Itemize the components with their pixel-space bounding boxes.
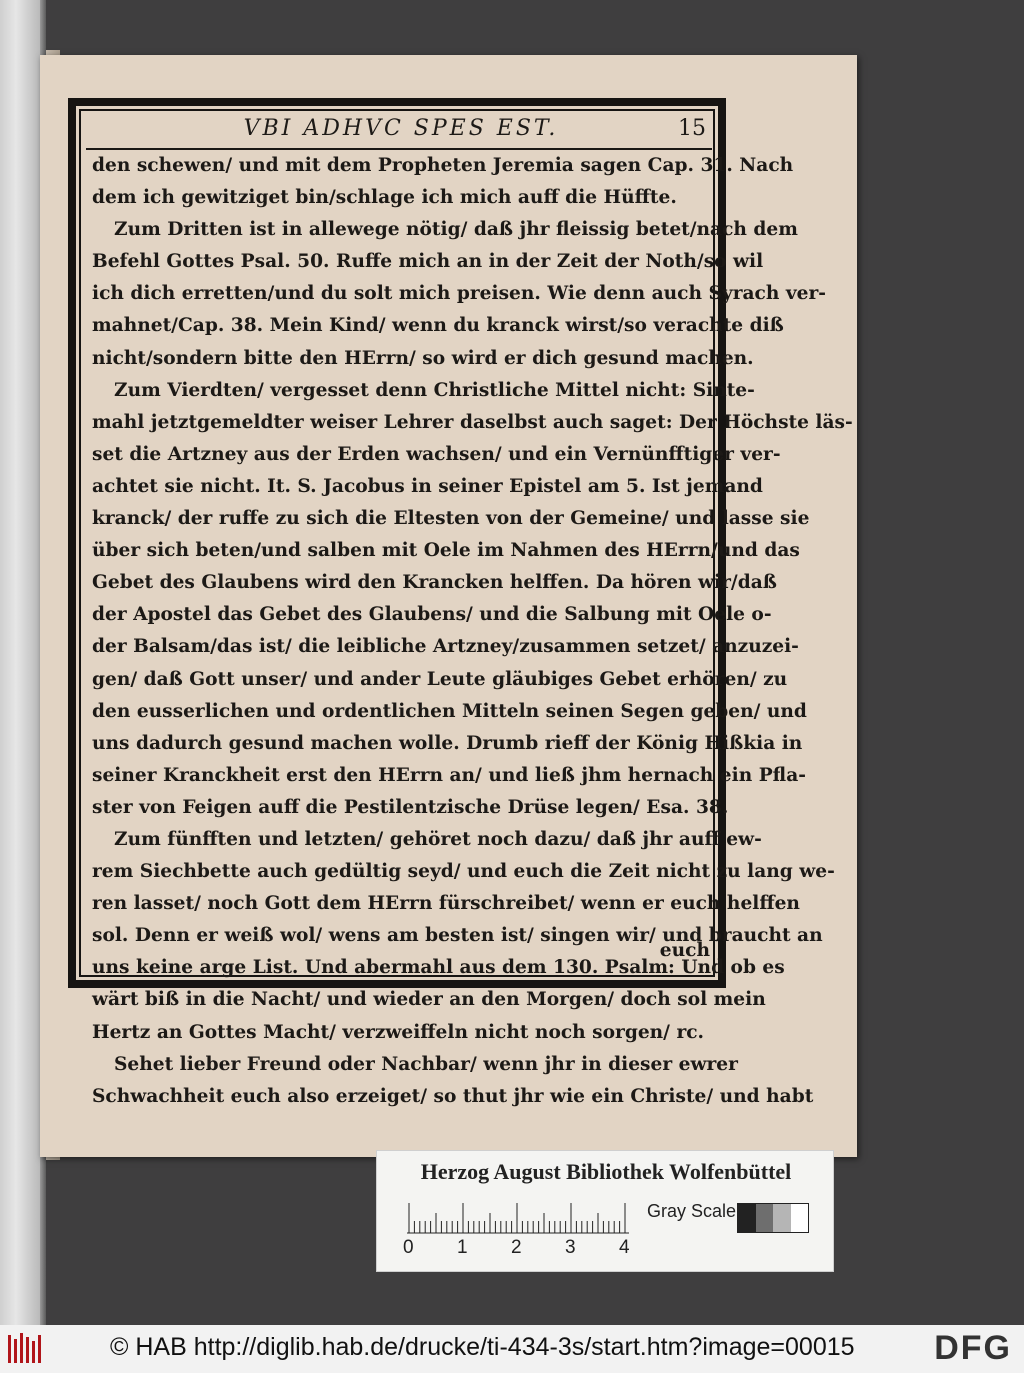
hab-logo-icon (6, 1331, 46, 1367)
footer-bar (0, 1325, 1024, 1373)
gray-scale-patches (737, 1203, 809, 1233)
page-number: 15 (678, 116, 706, 141)
gray-patch (791, 1204, 809, 1232)
text-line: ster von Feigen auff die Pestilentzische Drüse legen/ Esa. 38. (92, 796, 729, 818)
text-line: Zum Dritten ist in allewege nötig/ daß jhr fleissig betet/nach dem (114, 219, 798, 241)
text-line: Schwachheit euch also erzeiget/ so thut jhr wie ein Christe/ und habt (92, 1085, 814, 1107)
catchword: euch (659, 940, 710, 961)
text-line: rem Siechbette auch gedültig seyd/ und euch die Zeit nicht zu lang we- (92, 861, 835, 883)
text-line: Zum Vierdten/ vergesset denn Christliche Mittel nicht: Sinte- (114, 379, 755, 401)
text-line: dem ich gewitziget bin/schlage ich mich auff die Hüffte. (92, 187, 677, 209)
text-line: Hertz an Gottes Macht/ verzweiffeln nicht noch sorgen/ rc. (92, 1021, 705, 1043)
text-line: wärt biß in die Nacht/ und wieder an den Morgen/ doch sol mein (92, 989, 766, 1011)
gray-patch (773, 1204, 791, 1232)
color-scale-card (376, 1150, 834, 1272)
text-line: der Balsam/das ist/ die leibliche Artzney/zusammen setzet/ anzuzei- (92, 636, 799, 658)
running-head (86, 110, 712, 150)
text-line: mahnet/Cap. 38. Mein Kind/ wenn du kranck wirst/so verachte diß (92, 315, 784, 337)
running-title: VBI ADHVC SPES EST. (243, 116, 559, 141)
text-line: Gebet des Glaubens wird den Krancken helffen. Da hören wir/daß (92, 572, 777, 594)
ruler-scale (407, 1199, 629, 1235)
text-line: achtet sie nicht. It. S. Jacobus in seiner Epistel am 5. Ist jemand (92, 475, 763, 497)
text-line: über sich beten/und salben mit Oele im Nahmen des HErrn/und das (92, 540, 800, 562)
text-line: gen/ daß Gott unser/ und ander Leute gläubiges Gebet erhören/ zu (92, 668, 788, 690)
text-line: den schewen/ und mit dem Propheten Jeremia sagen Cap. 31. Nach (92, 155, 794, 176)
ruler-label-0: 0 (403, 1237, 414, 1258)
text-line: ich dich erretten/und du solt mich preisen. Wie denn auch Syrach ver- (92, 283, 827, 305)
text-line: mahl jetztgemeldter weiser Lehrer daselbst auch saget: Der Höchste läs- (92, 411, 853, 433)
gray-patch (756, 1204, 774, 1232)
gray-patch (738, 1204, 756, 1232)
text-line: sol. Denn er weiß wol/ wens am besten ist/ singen wir/ und braucht an (92, 925, 823, 947)
card-title: Herzog August Bibliothek Wolfenbüttel (420, 1159, 792, 1184)
gray-scale-label: Gray Scale (647, 1201, 737, 1221)
text-line: Befehl Gottes Psal. 50. Ruffe mich an in der Zeit der Noth/so wil (92, 251, 764, 273)
text-line: ren lasset/ noch Gott dem HErrn fürschreibet/ wenn er euch helffen (92, 893, 800, 915)
text-line: kranck/ der ruffe zu sich die Eltesten von der Gemeine/ und lasse sie (92, 508, 810, 530)
text-line: nicht/sondern bitte den HErrn/ so wird er dich gesund machen. (92, 347, 754, 369)
text-line: set die Artzney aus der Erden wachsen/ und ein Vernünfftiger ver- (92, 443, 781, 465)
body-text (92, 150, 853, 1113)
text-line: uns dadurch gesund machen wolle. Drumb rieff der König Hißkia in (92, 732, 803, 754)
dfg-logo: DFG (934, 1329, 1012, 1367)
ruler-label-4: 4 (619, 1237, 630, 1258)
ruler-label-1: 1 (457, 1237, 468, 1258)
text-line: Zum fünfften und letzten/ gehöret noch dazu/ daß jhr auff ew- (114, 828, 762, 850)
text-line: der Apostel das Gebet des Glaubens/ und die Salbung mit Oele o- (92, 604, 772, 626)
footer-url[interactable]: © HAB http://diglib.hab.de/drucke/ti-434-3s/start.htm?image=00015 (110, 1333, 855, 1361)
glass-plate (0, 0, 40, 1325)
text-line: seiner Kranckheit erst den HErrn an/ und ließ jhm hernach ein Pfla- (92, 764, 806, 786)
text-line: uns keine arge List. Und abermahl aus dem 130. Psalm: Und ob es (92, 957, 785, 979)
ruler-label-2: 2 (511, 1237, 522, 1258)
text-line: Sehet lieber Freund oder Nachbar/ wenn jhr in dieser ewrer (114, 1053, 738, 1075)
text-line: den eusserlichen und ordentlichen Mitteln seinen Segen geben/ und (92, 700, 807, 722)
ruler-label-3: 3 (565, 1237, 576, 1258)
